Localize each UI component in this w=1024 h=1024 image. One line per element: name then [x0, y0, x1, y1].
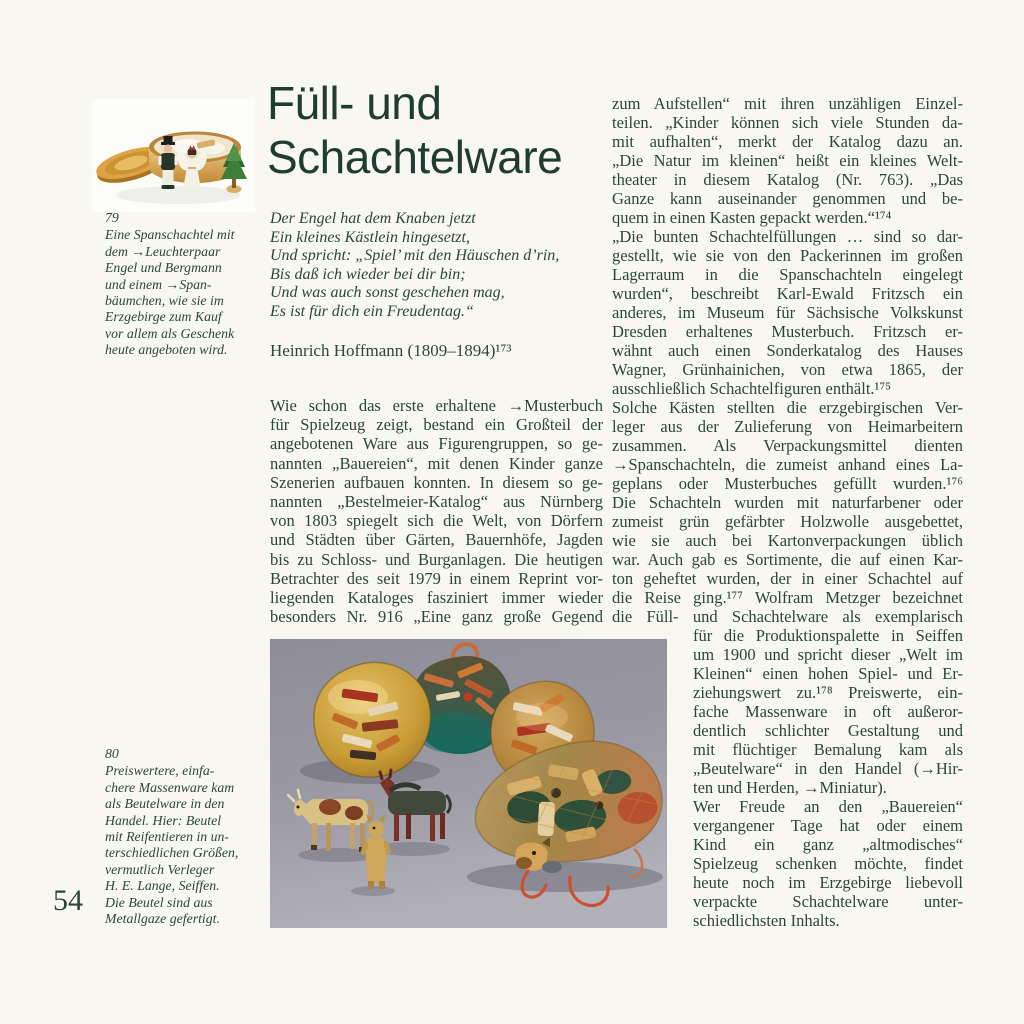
text-line: mit Reifentieren in un- [105, 829, 230, 845]
text-line: Kind ein ganz „altmodisches“ [693, 835, 963, 854]
text-line: Dresden erhaltenes Musterbuch. Fritzsch er- [612, 322, 963, 341]
text-line: ausschließlich Schachtelfiguren enthält.¹⁷⁵ [612, 379, 891, 398]
text-line: liegenden Kataloges fasziniert immer wieder [270, 588, 603, 608]
text-line: zusammen. Als Verpackungsmittel dienten [612, 436, 963, 455]
text-line: Metallgaze gefertigt. [105, 911, 220, 927]
page-number: 54 [53, 884, 83, 917]
figure-80-caption [105, 746, 259, 927]
text-line: vergangener Tage hat oder einem [693, 816, 963, 835]
text-line: gestellt, wie sie von den Packerinnen im großen [612, 246, 963, 265]
text-line: Handel. Hier: Beutel [105, 812, 222, 828]
text-line: Der Engel hat dem Knaben jetzt [270, 210, 476, 227]
text-line: →Spanschachteln, die zumeist anhand eines La- [612, 455, 963, 474]
figure-80-number: 80 [105, 746, 119, 761]
text-line: „Beutelware“ in den Handel (→Hir- [693, 759, 963, 778]
text-line: Wagner, Grünhainichen, von etwa 1865, der [612, 360, 963, 379]
text-line: wähnt auch einen Sonderkatalog des Hauses [612, 341, 963, 360]
text-line: H. E. Lange, Seiffen. [105, 878, 220, 894]
text-line: zum Aufstellen“ mit ihren unzähligen Einzel- [612, 94, 963, 113]
text-line: um 1900 und spricht dieser „Welt im [693, 645, 963, 664]
figure-79-image [92, 99, 255, 212]
text-line: als Beutelware in den [105, 796, 225, 812]
text-line: Erzgebirge zum Kauf [105, 309, 222, 325]
text-line: heute noch im Erzgebirge liebevoll [693, 873, 963, 892]
text-line: für Spielzeug zeigt, bestand ein Großteil der [270, 415, 603, 435]
text-line: vermutlich Verleger [105, 861, 215, 877]
text-line: anderes, im Museum für Sächsische Volkskunst [612, 303, 963, 322]
text-line: bäumchen, wie sie im [105, 293, 224, 309]
text-line: nannten „Bauereien“, mit denen Kinder ganze [270, 453, 603, 473]
text-line: Szenerien aufbauen konnten. In diesem so ge- [270, 472, 603, 492]
text-line: schiedlichsten Inhalts. [693, 911, 840, 930]
body-column-center [270, 396, 603, 626]
text-line: Wer Freude an den „Bauereien“ [693, 797, 963, 816]
text-line: nannten „Bestelmeier-Katalog“ aus Nürnberg [270, 492, 603, 512]
text-line: geplans oder Musterbuches gefüllt wurden.¹⁷⁶ [612, 474, 963, 493]
text-line: Solche Kästen stellten die erzgebirgischen Ver- [612, 398, 963, 417]
text-line: Die Beutel sind aus [105, 894, 213, 910]
text-line: Die Schachteln wurden mit naturfarbener oder [612, 493, 963, 512]
text-line: war. Auch gab es Sortimente, die auf einen Kar- [612, 550, 963, 569]
text-line: Und was auch sonst geschehen mag, [270, 284, 505, 302]
text-line: Ein kleines Kästlein hingesetzt, [270, 228, 470, 246]
beutelware-photo [270, 639, 667, 928]
text-line: „Die bunten Schachtelfüllungen … sind so dar- [612, 227, 963, 246]
text-line: ziehungswert zu.¹⁷⁸ Preiswerte, ein- [693, 683, 963, 702]
text-line: Engel und Bergmann [105, 260, 222, 276]
figure-79-caption [105, 210, 259, 359]
text-line: Und spricht: „Spiel’ mit den Häuschen d’rin, [270, 247, 560, 265]
text-line: und einem →Span- [105, 276, 212, 292]
text-line: die Reise ging.¹⁷⁷ Wolfram Metzger bezeichnet [612, 588, 963, 607]
text-line: mit aufhalten“, merkt der Katalog dazu an. [612, 132, 963, 151]
text-line: Ganze kann auseinander genommen und be- [612, 189, 963, 208]
figure-79-number: 79 [105, 210, 119, 225]
title-line-2: Schachtelware [267, 131, 563, 183]
poem-attribution: Heinrich Hoffmann (1809–1894)¹⁷³ [270, 341, 512, 360]
text-line: Betrachter des seit 1979 in einem Reprint vor- [270, 568, 603, 588]
text-line: teilen. „Kinder können sich viele Stunden da- [612, 113, 963, 132]
text-line: verpackte Schachtelware unter- [693, 892, 963, 911]
text-line: chere Massenware kam [105, 779, 235, 795]
text-line: Bis daß ich wieder bei dir bin; [270, 265, 466, 283]
text-line: dem →Leuchterpaar [105, 243, 221, 259]
text-line: wie sie auch bei Kartonverpackungen üblich [612, 531, 963, 550]
text-line: ten und Herden, →Miniatur). [693, 778, 887, 797]
text-line: Eine Spanschachtel mit [105, 227, 235, 243]
figure-79-caption-text [105, 227, 259, 358]
text-line: die Füll- und Schachtelware als exemplarisch [612, 607, 963, 626]
title-line-1: Füll- und [267, 77, 442, 129]
text-line: terschiedlichen Größen, [105, 845, 239, 861]
text-line: bis zu Schloss- und Burganlagen. Die heutigen [270, 549, 603, 569]
text-line: Es ist für dich ein Freudentag.“ [270, 302, 474, 320]
text-line: für die Produktionspalette in Seiffen [693, 626, 963, 645]
text-line: theater in diesem Katalog (Nr. 763). „Das [612, 170, 963, 189]
text-line: vor allem als Geschenk [105, 325, 235, 341]
text-line: mit flüchtiger Bemalung kam als [693, 740, 963, 759]
text-line: zumeist grün gefärbter Holzwolle ausgebettet, [612, 512, 963, 531]
text-line: angebotenen Ware aus Figurengruppen, so ge- [270, 434, 603, 454]
figure-80-image [270, 639, 667, 928]
spanschachtel-illustration [92, 99, 255, 212]
mesh-bag-gold [314, 662, 431, 777]
text-line: dentlich schlichter Gestaltung und [693, 721, 963, 740]
text-line: Lagerraum in die Spanschachteln eingelegt [612, 265, 963, 284]
text-line: leger aus der Zulieferung von Heimarbeitern [612, 417, 963, 436]
text-line: „Die Natur im kleinen“ heißt ein kleines Welt- [612, 151, 963, 170]
text-line: Spielzeug schenken möchte, findet [693, 854, 963, 873]
text-line: ton geheftet wurden, der in einer Schachtel auf [612, 569, 963, 588]
text-line: quem in einen Kasten gepackt werden.“¹⁷⁴ [612, 208, 892, 227]
text-line: fache Massenware in oft außeror- [693, 702, 963, 721]
poem [270, 210, 559, 322]
text-line: Wie schon das erste erhaltene →Musterbuch [270, 396, 603, 415]
figure-80-caption-text [105, 763, 259, 927]
text-line: von 1803 spiegelt sich die Welt, von Dörfern [270, 511, 603, 531]
page-title [267, 76, 562, 184]
text-line: heute angeboten wird. [105, 342, 228, 358]
text-line: Kleinen“ einen hohen Spiel- und Er- [693, 664, 963, 683]
text-line: besonders Nr. 916 „Eine ganz große Gegend [270, 607, 603, 627]
text-line: und Städten über Gärten, Bauernhöfe, Jagden [270, 530, 603, 550]
text-line: Preiswertere, einfa- [105, 763, 215, 779]
text-line: wurden“, beschreibt Karl-Ewald Fritzsch ein [612, 284, 963, 303]
